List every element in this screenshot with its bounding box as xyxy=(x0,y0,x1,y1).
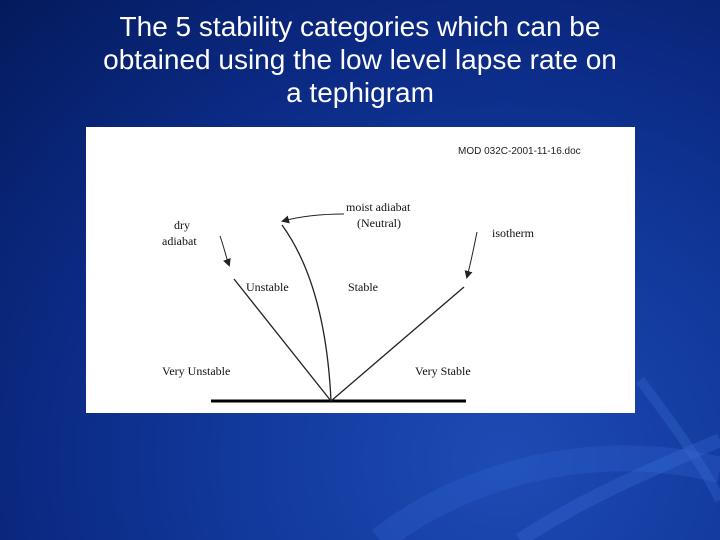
label-stable: Stable xyxy=(348,280,378,294)
isotherm-line xyxy=(331,287,464,401)
slide-title xyxy=(20,10,700,109)
label-very-stable: Very Stable xyxy=(415,364,471,378)
moist-adiabat-line xyxy=(282,225,331,401)
dry-adiabat-line xyxy=(234,279,331,401)
label-dry-adiabat-1: dry xyxy=(174,218,190,232)
tephigram-figure xyxy=(86,127,635,413)
doc-reference: MOD 032C-2001-11-16.doc xyxy=(458,146,581,157)
title-line-1: The 5 stability categories which can be xyxy=(119,11,601,42)
moist-adiabat-arrow xyxy=(283,214,344,221)
title-line-3: a tephigram xyxy=(286,77,434,108)
label-moist-adiabat-1: moist adiabat xyxy=(346,200,411,214)
label-dry-adiabat-2: adiabat xyxy=(162,234,197,248)
tephigram-diagram xyxy=(86,127,635,413)
dry-adiabat-arrow xyxy=(220,236,229,265)
isotherm-arrow xyxy=(467,232,477,277)
label-very-unstable: Very Unstable xyxy=(162,364,231,378)
label-isotherm: isotherm xyxy=(492,226,534,240)
label-moist-adiabat-2: (Neutral) xyxy=(357,216,401,230)
label-unstable: Unstable xyxy=(246,280,289,294)
title-line-2: obtained using the low level lapse rate on xyxy=(103,44,617,75)
